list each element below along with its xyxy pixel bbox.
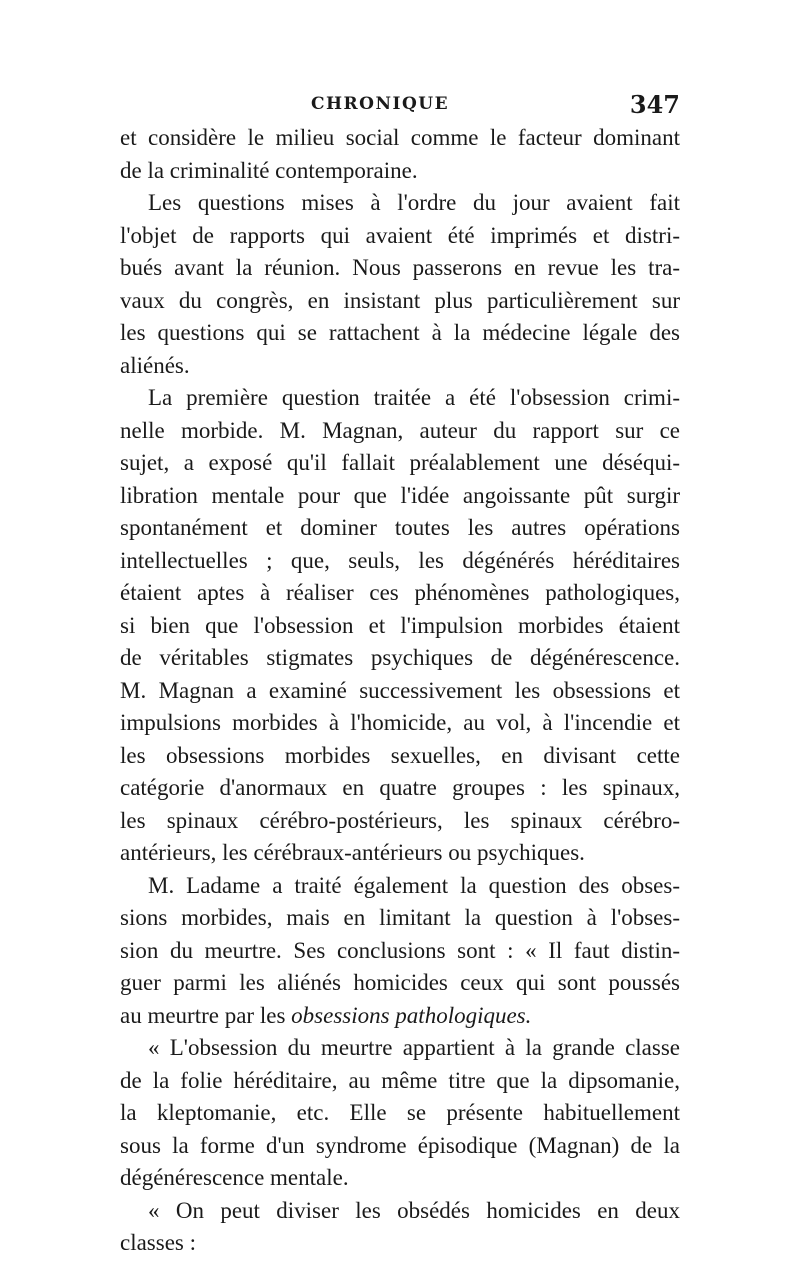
text-line: étaient aptes à réaliser ces phénomènes pathologiques, <box>120 580 680 605</box>
text-line: sion du meurtre. Ses conclusions sont : « Il faut distin- <box>120 937 680 963</box>
text-line: « L'obsession du meurtre appartient à la grande classe <box>148 1035 680 1060</box>
text-line: guer parmi les aliénés homicides ceux qui sont poussés <box>120 970 680 995</box>
body-text <box>120 122 680 1260</box>
text-line: sujet, a exposé qu'il fallait préalablement une déséqui- <box>120 450 680 475</box>
text-line: nelle morbide. M. Magnan, auteur du rapport sur ce <box>120 417 680 443</box>
text-line: sous la forme d'un syndrome épisodique (Magnan) de la <box>120 1132 680 1158</box>
text-line: de la criminalité contemporaine. <box>120 157 418 183</box>
text-line: intellectuelles ; que, seuls, les dégénérés héréditaires <box>120 547 680 573</box>
text-line: dégénérescence mentale. <box>120 1165 349 1190</box>
running-head <box>120 92 680 122</box>
text-line: vaux du congrès, en insistant plus particulièrement sur <box>120 287 680 313</box>
text-line: spontanément et dominer toutes les autres opérations <box>120 515 680 540</box>
text-line: antérieurs, les cérébraux-antérieurs ou psychiques. <box>120 840 585 865</box>
italic-phrase: obsessions pathologiques. <box>291 1002 532 1028</box>
text-line: si bien que l'obsession et l'impulsion morbides étaient <box>120 612 680 638</box>
text-line: les obsessions morbides sexuelles, en divisant cette <box>120 742 680 768</box>
text-line: M. Ladame a traité également la question des obses- <box>148 872 680 898</box>
text-line: bués avant la réunion. Nous passerons en revue les tra- <box>120 255 680 280</box>
text-line: de la folie héréditaire, au même titre que la dipsomanie, <box>120 1067 680 1093</box>
running-title: CHRONIQUE <box>310 94 450 114</box>
text-line: catégorie d'anormaux en quatre groupes : les spinaux, <box>120 775 680 800</box>
text-line: libration mentale pour que l'idée angoissante pût surgir <box>120 482 680 508</box>
text-line: La première question traitée a été l'obsession crimi- <box>148 385 680 410</box>
text-line: les spinaux cérébro-postérieurs, les spinaux cérébro- <box>120 807 680 833</box>
text-line: M. Magnan a examiné successivement les obsessions et <box>120 677 680 703</box>
text-line: sions morbides, mais en limitant la question à l'obses- <box>120 905 680 930</box>
text-line: l'objet de rapports qui avaient été imprimés et distri- <box>120 222 680 248</box>
text-line: aliénés. <box>120 352 190 378</box>
text-line-segment: au meurtre par les <box>120 1002 292 1028</box>
text-line: et considère le milieu social comme le facteur dominant <box>120 125 680 150</box>
text-line: la kleptomanie, etc. Elle se présente habituellement <box>120 1100 680 1125</box>
text-line: Les questions mises à l'ordre du jour avaient fait <box>148 190 680 215</box>
text-line: de véritables stigmates psychiques de dégénérescence. <box>120 645 680 670</box>
text-line <box>120 1000 680 1033</box>
page-number: 347 <box>629 90 680 119</box>
text-line: « On peut diviser les obsédés homicides en deux <box>148 1197 680 1223</box>
text-line: les questions qui se rattachent à la médecine légale des <box>120 320 680 345</box>
text-line: classes : <box>120 1230 197 1255</box>
text-line: impulsions morbides à l'homicide, au vol, à l'incendie et <box>120 710 680 735</box>
